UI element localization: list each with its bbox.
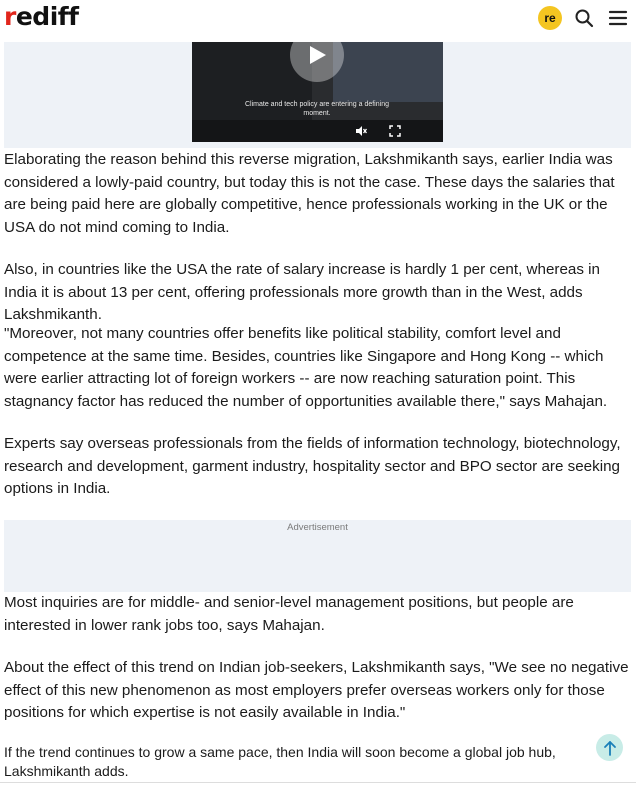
article-paragraph: Elaborating the reason behind this reverse migration, Lakshmikanth says, earlier India was considered a lowly-paid country, but today this is not the case. These days the salaries that are being paid here are globally competitive, hence professionals working in the UK or the USA do not mind coming to India. xyxy=(4,151,615,236)
video-frame-map xyxy=(333,42,443,102)
search-icon[interactable] xyxy=(572,6,596,30)
user-avatar[interactable]: re xyxy=(538,6,562,30)
advertisement-label: Advertisement xyxy=(287,522,348,533)
article-paragraph: Also, in countries like the USA the rate of salary increase is hardly 1 per cent, whereas in India it is about 13 per cent, offering professionals more growth than in the West, adds Lakshmikanth. xyxy=(4,261,600,324)
logo-letter-r: r xyxy=(4,2,16,31)
article-paragraph: "Moreover, not many countries offer benefits like political stability, comfort level and competence at the same time. Besides, countries like Singapore and Hong Kong -- which were earlier attracting lot of foreign workers -- are now reaching saturation point. This stagnancy factor has reduced the number of opportunities available there," says Mahajan. xyxy=(4,325,608,410)
article-paragraph: Experts say overseas professionals from the fields of information technology, biotechnology, research and development, garment industry, hospitality sector and BPO sector are seeking options in India. xyxy=(4,435,621,498)
menu-icon[interactable] xyxy=(606,6,630,30)
scroll-to-top-button[interactable] xyxy=(596,734,623,761)
logo-letters: ediff xyxy=(15,2,79,31)
fullscreen-icon[interactable] xyxy=(388,124,402,138)
header-actions xyxy=(538,6,630,30)
video-control-bar xyxy=(192,120,443,142)
video-player[interactable] xyxy=(192,42,443,142)
site-header xyxy=(0,0,636,38)
rediff-logo[interactable] xyxy=(4,2,79,31)
advertisement-slot xyxy=(4,520,631,592)
video-caption: Climate and tech policy are entering a defining moment. xyxy=(245,101,389,117)
arrow-up-icon xyxy=(603,740,617,756)
article-paragraph: About the effect of this trend on Indian job-seekers, Lakshmikanth says, "We see no negative effect of this new phenomenon as most employers prefer overseas workers only for those positions for which expertise is not easily available in India." xyxy=(4,659,629,722)
page-divider xyxy=(0,782,636,783)
article-paragraph: If the trend continues to grow a same pace, then India will soon become a global job hub, Lakshmikanth adds. xyxy=(4,744,556,779)
mute-icon[interactable] xyxy=(354,124,368,138)
video-container xyxy=(4,42,631,148)
article-paragraph: Most inquiries are for middle- and senior-level management positions, but people are interested in lower rank jobs too, says Mahajan. xyxy=(4,594,574,634)
